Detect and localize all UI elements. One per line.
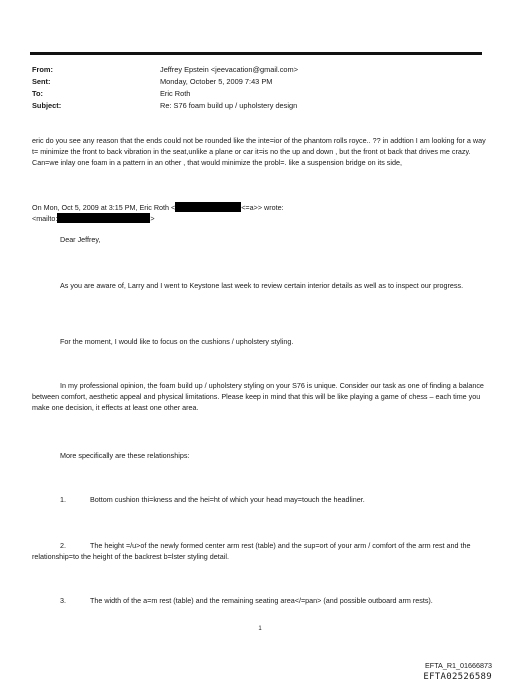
quote-line-2 [32, 213, 487, 224]
from-value: Jeffrey Epstein <jeevacation@gmail.com> [160, 65, 299, 74]
list-item [32, 540, 487, 562]
list-item-text: Bottom cushion thi=kness and the hei=ht of which your head may=touch the headliner. [90, 495, 365, 504]
to-label: To: [32, 89, 43, 98]
subject-row [32, 100, 482, 112]
to-value: Eric Roth [160, 89, 191, 98]
quote-line-1-start: On Mon, Oct 5, 2009 at 3:15 PM, Eric Roth < [32, 203, 176, 212]
page-number: 1 [258, 626, 262, 632]
redaction-box [57, 213, 150, 223]
bates-number-2: EFTA02526589 [423, 672, 492, 682]
quote-header [32, 202, 487, 224]
to-row [32, 88, 482, 100]
paragraph-focus: For the moment, I would like to focus on the cushions / upholstery styling. [60, 337, 294, 346]
first-message: eric do you see any reason that the ends could not be rounded like the inte=ior of the phantom rolls royce.. ?? in addtion I am looking for a way t= minimize the front to back vibration in the seat,unlike a plane or car it=is no the up and down , but the front ot back that drives me crazy. Can=we inlay one foam in a pattern in an other , that would minimize the probl=. like a suspension bridge on its side, [32, 136, 486, 167]
list-item-text: The width of the a=m rest (table) and the remaining seating area</=pan> (and possible outboard arm rests). [90, 596, 433, 605]
list-item-text: The height =/u>of the newly formed center arm rest (table) and the sup=ort of your arm / comfort of the arm rest and the relationship=to the height of the backrest b=lster styling detail. [32, 541, 471, 561]
from-label: From: [32, 65, 53, 74]
sent-row [32, 76, 482, 88]
quote-line-1-end: <=a>> wrote: [241, 203, 284, 212]
quote-line-2-start: <mailto: [32, 214, 58, 223]
list-item-number: 3. [60, 596, 66, 605]
list-item-number: 2. [60, 541, 66, 550]
bates-number-1: EFTA_R1_01666873 [425, 661, 492, 670]
greeting: Dear Jeffrey, [60, 235, 101, 244]
list-item-number: 1. [60, 495, 66, 504]
email-header [32, 64, 482, 112]
sent-label: Sent: [32, 77, 51, 86]
quote-line-1 [32, 202, 487, 213]
paragraph-keystone: As you are aware of, Larry and I went to Keystone last week to review certain interior details as well as to inspect our progress. [60, 281, 464, 290]
paragraph-opinion: In my professional opinion, the foam build up / upholstery styling on your S76 is unique. Consider our task as one of finding a balance between comfort, aesthetic appeal and physical limitations. Please keep in mind that this will be like playing a game of chess – each time you make one decision, it effects at least one other area. [32, 381, 484, 412]
subject-value: Re: S76 foam build up / upholstery design [160, 101, 298, 110]
list-item [60, 494, 485, 505]
quote-line-2-end: > [150, 214, 155, 223]
sent-value: Monday, October 5, 2009 7:43 PM [160, 77, 273, 86]
redaction-box [175, 202, 241, 212]
list-item [32, 595, 487, 606]
header-rule [30, 52, 482, 55]
paragraph-relationships: More specifically are these relationships: [60, 451, 190, 460]
subject-label: Subject: [32, 101, 62, 110]
from-row [32, 64, 482, 76]
